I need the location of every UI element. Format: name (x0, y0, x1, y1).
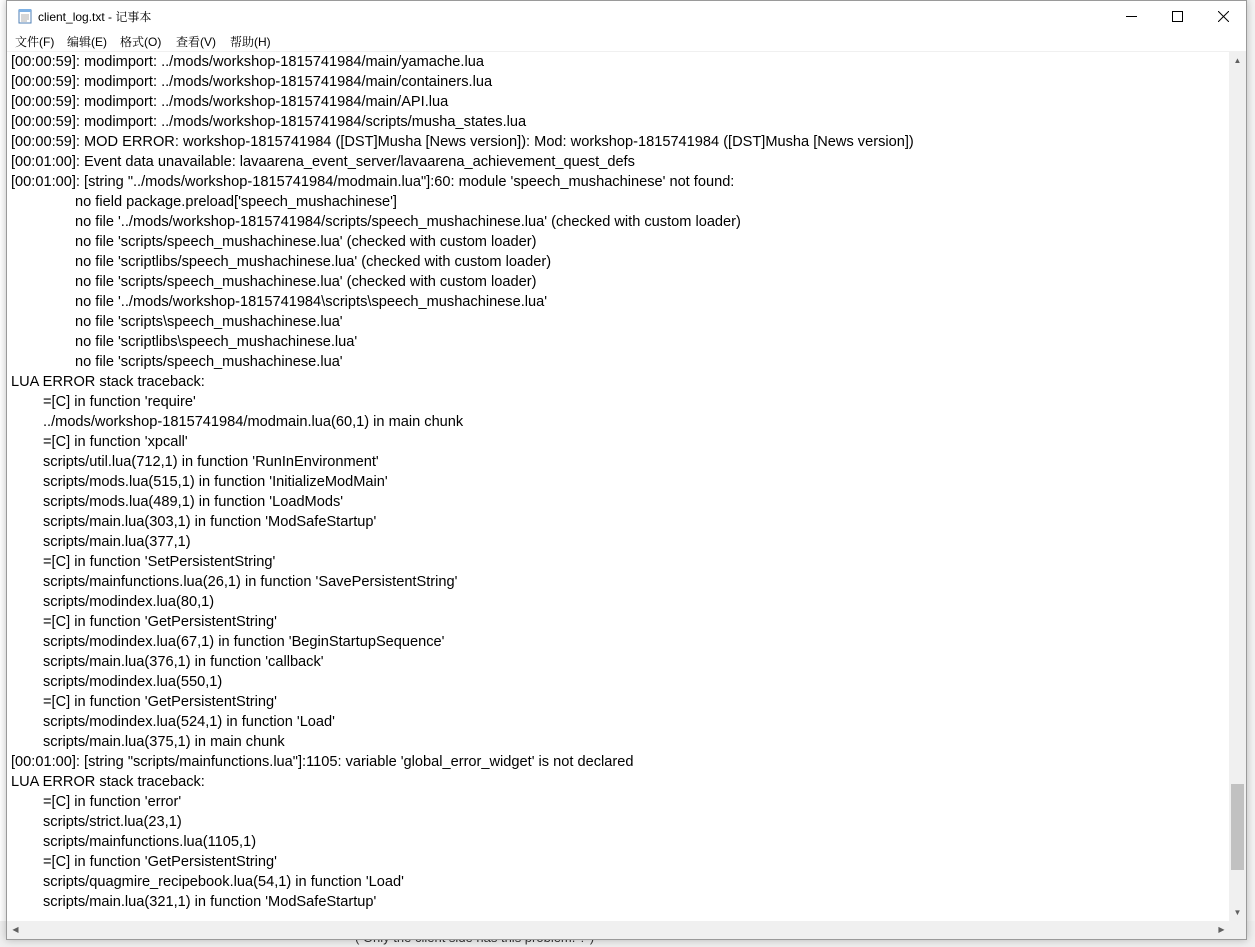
menu-help[interactable]: 帮助(H) (230, 35, 271, 49)
log-line: scripts/mods.lua(489,1) in function 'LoadMods' (43, 494, 344, 510)
log-line: ../mods/workshop-1815741984/modmain.lua(60,1) in main chunk (43, 414, 464, 430)
log-line: =[C] in function 'xpcall' (43, 434, 188, 450)
log-line: =[C] in function 'GetPersistentString' (43, 614, 277, 630)
scroll-right-icon[interactable]: ▶ (1218, 925, 1225, 934)
notepad-icon (18, 8, 32, 24)
menu-bar (7, 31, 1246, 52)
log-line: no file 'scripts/speech_mushachinese.lua' (75, 354, 343, 370)
minimize-button[interactable] (1108, 1, 1154, 31)
log-line: [00:00:59]: modimport: ../mods/workshop-1815741984/main/yamache.lua (11, 54, 484, 70)
log-line: scripts/mainfunctions.lua(26,1) in function 'SavePersistentString' (43, 574, 458, 590)
text-editor[interactable] (7, 52, 1230, 921)
log-line: no file 'scripts\speech_mushachinese.lua' (75, 314, 343, 330)
log-line: scripts/main.lua(303,1) in function 'ModSafeStartup' (43, 514, 377, 530)
log-line: scripts/util.lua(712,1) in function 'RunInEnvironment' (43, 454, 379, 470)
log-line: =[C] in function 'SetPersistentString' (43, 554, 276, 570)
log-line: LUA ERROR stack traceback: (11, 774, 205, 790)
minimize-icon (1126, 11, 1137, 22)
log-line: scripts/main.lua(375,1) in main chunk (43, 734, 285, 750)
log-line: scripts/modindex.lua(550,1) (43, 674, 223, 690)
log-line: no file 'scriptlibs/speech_mushachinese.lua' (checked with custom loader) (75, 254, 552, 270)
log-line: =[C] in function 'GetPersistentString' (43, 694, 277, 710)
maximize-button[interactable] (1154, 1, 1200, 31)
log-line: no file '../mods/workshop-1815741984\scripts\speech_mushachinese.lua' (75, 294, 548, 310)
log-line: scripts/modindex.lua(67,1) in function 'BeginStartupSequence' (43, 634, 445, 650)
log-line: scripts/main.lua(376,1) in function 'callback' (43, 654, 324, 670)
scrollbar-corner (1229, 921, 1246, 939)
log-line: scripts/quagmire_recipebook.lua(54,1) in function 'Load' (43, 874, 404, 890)
log-line: LUA ERROR stack traceback: (11, 374, 205, 390)
log-line: [00:01:00]: [string "../mods/workshop-1815741984/modmain.lua"]:60: module 'speech_mushachinese' not found: (11, 174, 735, 190)
close-icon (1218, 11, 1229, 22)
log-line: [00:00:59]: modimport: ../mods/workshop-1815741984/scripts/musha_states.lua (11, 114, 527, 130)
maximize-icon (1172, 11, 1183, 22)
log-line: scripts/mainfunctions.lua(1105,1) (43, 834, 257, 850)
log-line: no file '../mods/workshop-1815741984/scripts/speech_mushachinese.lua' (checked with custom loader) (75, 214, 741, 230)
close-button[interactable] (1200, 1, 1246, 31)
menu-format[interactable]: 格式(O) (120, 35, 162, 49)
log-line: [00:00:59]: MOD ERROR: workshop-1815741984 ([DST]Musha [News version]): Mod: workshop-1815741984 ([DST]Musha [News version]) (11, 134, 914, 150)
vertical-scrollbar[interactable] (1229, 52, 1246, 921)
log-line: [00:01:00]: Event data unavailable: lavaarena_event_server/lavaarena_achievement_quest_defs (11, 154, 635, 170)
log-line: =[C] in function 'error' (43, 794, 182, 810)
vertical-scroll-thumb[interactable] (1231, 784, 1244, 870)
log-line: scripts/modindex.lua(524,1) in function 'Load' (43, 714, 335, 730)
log-line: scripts/main.lua(377,1) (43, 534, 191, 550)
log-line: =[C] in function 'require' (43, 394, 196, 410)
scroll-up-icon[interactable]: ▲ (1233, 56, 1242, 65)
log-line: no file 'scripts/speech_mushachinese.lua' (checked with custom loader) (75, 234, 537, 250)
window-title: client_log.txt - 记事本 (38, 10, 152, 24)
log-line: =[C] in function 'GetPersistentString' (43, 854, 277, 870)
log-line: no file 'scriptlibs\speech_mushachinese.lua' (75, 334, 358, 350)
menu-edit[interactable]: 编辑(E) (67, 35, 107, 49)
log-line: [00:01:00]: [string "scripts/mainfunctions.lua"]:1105: variable 'global_error_widget' is not declared (11, 754, 634, 770)
title-bar[interactable] (7, 1, 1246, 31)
horizontal-scrollbar[interactable] (7, 921, 1230, 939)
log-line: scripts/main.lua(321,1) in function 'ModSafeStartup' (43, 894, 377, 910)
scroll-down-icon[interactable]: ▼ (1233, 908, 1242, 917)
log-line: scripts/mods.lua(515,1) in function 'InitializeModMain' (43, 474, 388, 490)
menu-file[interactable]: 文件(F) (15, 35, 55, 49)
menu-view[interactable]: 查看(V) (176, 35, 216, 49)
log-line: scripts/strict.lua(23,1) (43, 814, 182, 830)
background-window-edge-right (1246, 0, 1255, 947)
log-line: no field package.preload['speech_mushachinese'] (75, 194, 397, 210)
notepad-window (6, 0, 1247, 940)
log-line: [00:00:59]: modimport: ../mods/workshop-1815741984/main/containers.lua (11, 74, 493, 90)
log-line: [00:00:59]: modimport: ../mods/workshop-1815741984/main/API.lua (11, 94, 449, 110)
log-line: no file 'scripts/speech_mushachinese.lua' (checked with custom loader) (75, 274, 537, 290)
scroll-left-icon[interactable]: ◀ (12, 925, 19, 934)
log-line: scripts/modindex.lua(80,1) (43, 594, 215, 610)
